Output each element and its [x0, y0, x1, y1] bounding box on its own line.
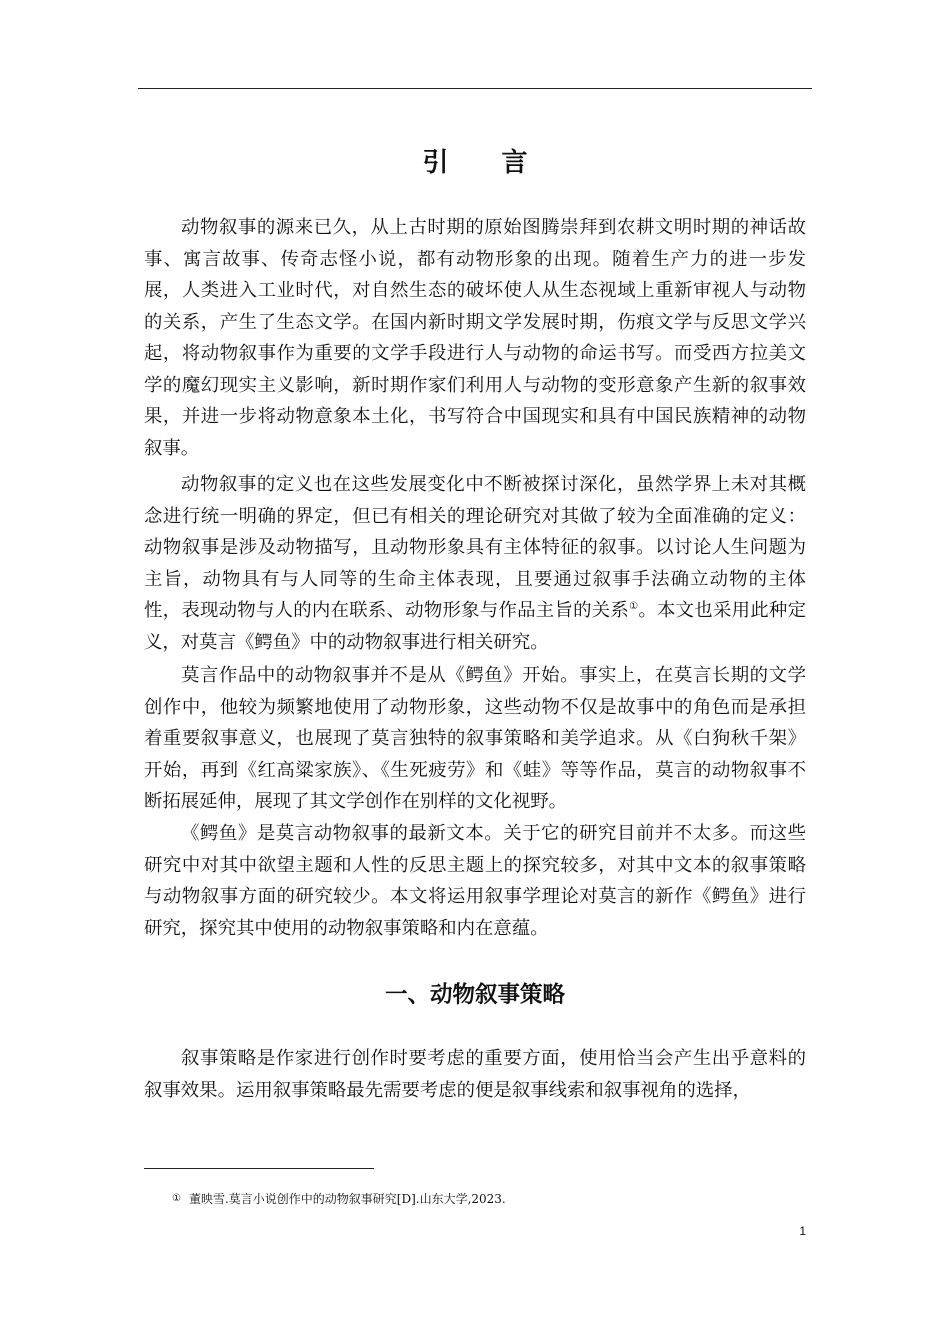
footnote-reference[interactable]: ①: [629, 600, 639, 612]
body-paragraph-2: [144, 469, 806, 658]
footnote-text: 董映雪.莫言小说创作中的动物叙事研究[D].山东大学,2023.: [188, 1192, 506, 1206]
section-heading: 一、动物叙事策略: [384, 982, 565, 1008]
body-paragraph-1: 动物叙事的源来已久，从上古时期的原始图腾崇拜到农耕文明时期的神话故事、寓言故事、传奇志怪小说，都有动物形象的出现。随着生产力的进一步发展，人类进入工业时代，对自然生态的破坏使人从生态视域上重新审视人与动物的关系，产生了生态文学。在国内新时期文学发展时期，伤痕文学与反思文学兴起，将动物叙事作为重要的文学手段进行人与动物的命运书写。而受西方拉美文学的魔幻现实主义影响，新时期作家们利用人与动物的变形意象产生新的叙事效果，并进一步将动物意象本土化，书写符合中国现实和具有中国民族精神的动物叙事。: [144, 217, 806, 459]
footnote: [172, 1189, 812, 1209]
paragraph-text: 。本文也采用此种定义，对莫言《鳄鱼》中的动物叙事进行相关研究。: [144, 600, 806, 653]
body-paragraph-3: 莫言作品中的动物叙事并不是从《鳄鱼》开始。事实上，在莫言长期的文学创作中，他较为频繁地使用了动物形象，这些动物不仅是故事中的角色而是承担着重要叙事意义，也展现了莫言独特的叙事策略和美学追求。从《白狗秋千架》开始，再到《红高粱家族》、《生死疲劳》和《蛙》等等作品，莫言的动物叙事不断拓展延伸，展现了其文学创作在别样的文化视野。: [144, 665, 806, 812]
paragraph-text: 动物叙事的定义也在这些发展变化中不断被探讨深化，虽然学界上未对其概念进行统一明确的界定，但已有相关的理论研究对其做了较为全面准确的定义：动物叙事是涉及动物描写，且动物形象具有主体特征的叙事。以讨论人生问题为主旨，动物具有与人同等的生命主体表现，且要通过叙事手法确立动物的主体性，表现动物与人的内在联系、动物形象与作品主旨的关系: [144, 474, 806, 621]
header-rule: [138, 88, 812, 89]
page-title: 引 言: [422, 148, 550, 178]
section-paragraph-1: 叙事策略是作家进行创作时要考虑的重要方面，使用恰当会产生出乎意料的叙事效果。运用叙事策略最先需要考虑的便是叙事线索和叙事视角的选择，: [144, 1048, 806, 1101]
page-number: 1: [799, 1224, 806, 1238]
body-paragraph-4: 《鳄鱼》是莫言动物叙事的最新文本。关于它的研究目前并不太多。而这些研究中对其中欲望主题和人性的反思主题上的探究较多，对其中文本的叙事策略与动物叙事方面的研究较少。本文将运用叙事学理论对莫言的新作《鳄鱼》进行研究，探究其中使用的动物叙事策略和内在意蕴。: [144, 823, 806, 939]
footnote-mark: ①: [172, 1193, 181, 1204]
footnote-separator: [144, 1168, 374, 1169]
